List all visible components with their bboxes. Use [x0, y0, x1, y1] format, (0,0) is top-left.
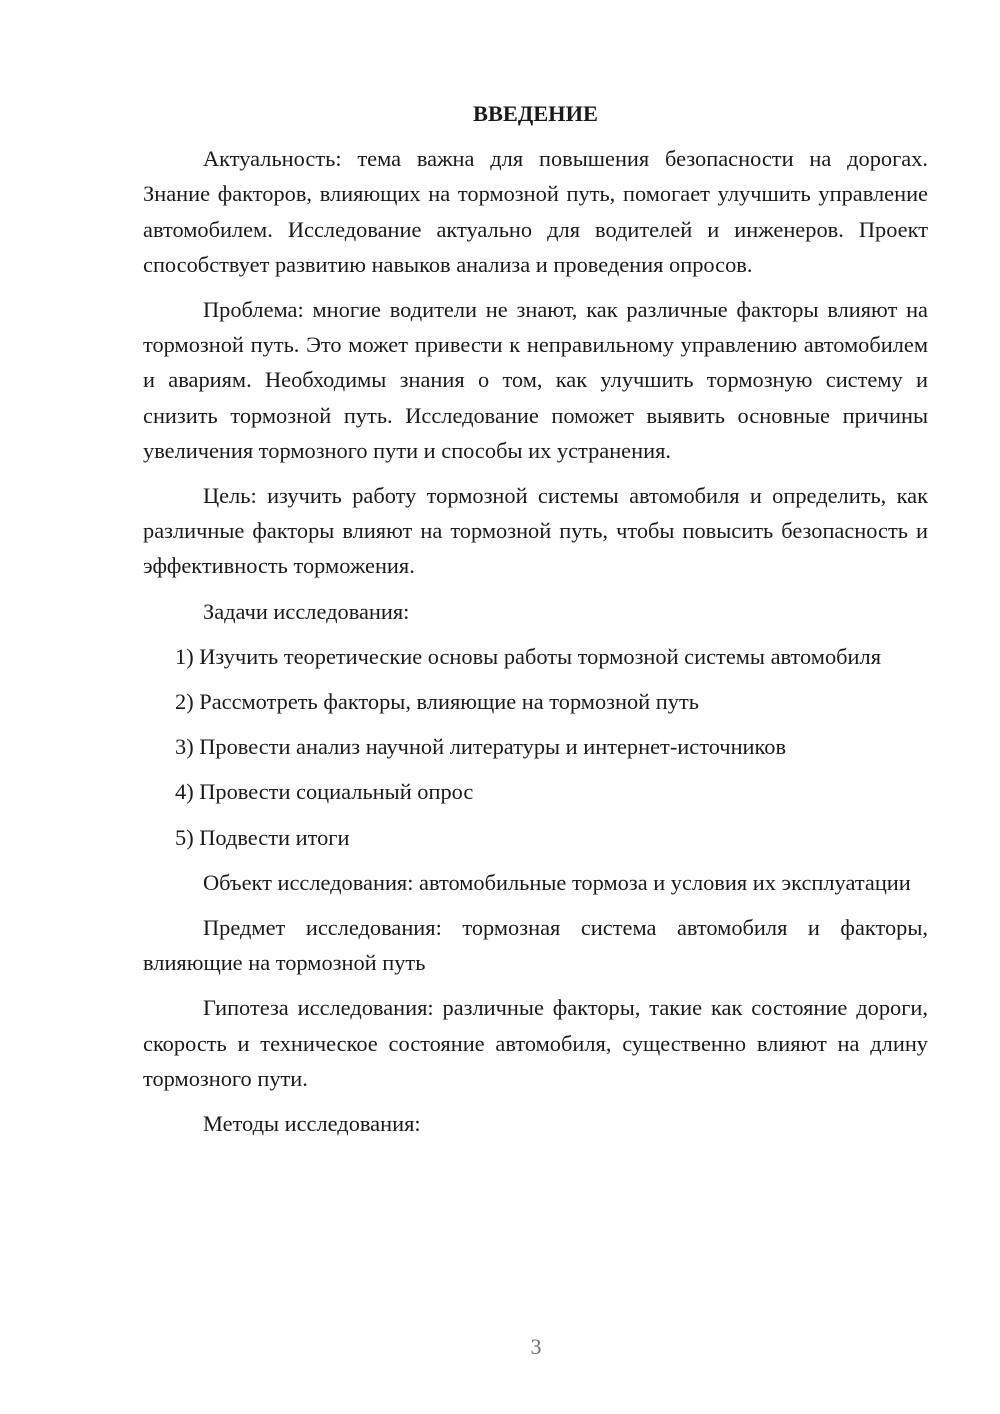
- paragraph-object: Объект исследования: автомобильные тормоза и условия их эксплуатации: [203, 869, 911, 895]
- paragraph-subject: Предмет исследования: тормозная система автомобиля и факторы, влияющие на тормозной путь: [143, 915, 928, 976]
- task-item-3: 3) Провести анализ научной литературы и интернет-источников: [175, 734, 787, 760]
- task-item-2: 2) Рассмотреть факторы, влияющие на тормозной путь: [175, 689, 699, 715]
- task-item-5: 5) Подвести итоги: [175, 824, 350, 850]
- paragraph-problem: Проблема: многие водители не знают, как различные факторы влияют на тормозной путь. Это может привести к неправильному управлению автомобилем и авариям. Необходимы знания о том, как улучшить тормозную систему и снизить тормозной путь. Исследование поможет выявить основные причины увеличения тормозного пути и способы их устранения.: [143, 297, 928, 463]
- page-number: 3: [530, 1334, 542, 1359]
- paragraph-hypothesis: Гипотеза исследования: различные факторы, такие как состояние дороги, скорость и техническое состояние автомобиля, существенно влияют на длину тормозного пути.: [143, 995, 928, 1091]
- task-item-1: 1) Изучить теоретические основы работы тормозной системы автомобиля: [175, 643, 881, 669]
- page-content: [143, 96, 928, 1151]
- task-item-4: 4) Провести социальный опрос: [175, 779, 474, 805]
- paragraph-relevance: Актуальность: тема важна для повышения безопасности на дорогах. Знание факторов, влияющих на тормозной путь, помогает улучшить управление автомобилем. Исследование актуально для водителей и инженеров. Проект способствует развитию навыков анализа и проведения опросов.: [143, 146, 928, 277]
- section-heading: ВВЕДЕНИЕ: [473, 101, 598, 126]
- methods-title: Методы исследования:: [203, 1111, 421, 1137]
- tasks-title: Задачи исследования:: [203, 598, 410, 624]
- paragraph-goal: Цель: изучить работу тормозной системы автомобиля и определить, как различные факторы влияют на тормозной путь, чтобы повысить безопасность и эффективность торможения.: [143, 483, 928, 579]
